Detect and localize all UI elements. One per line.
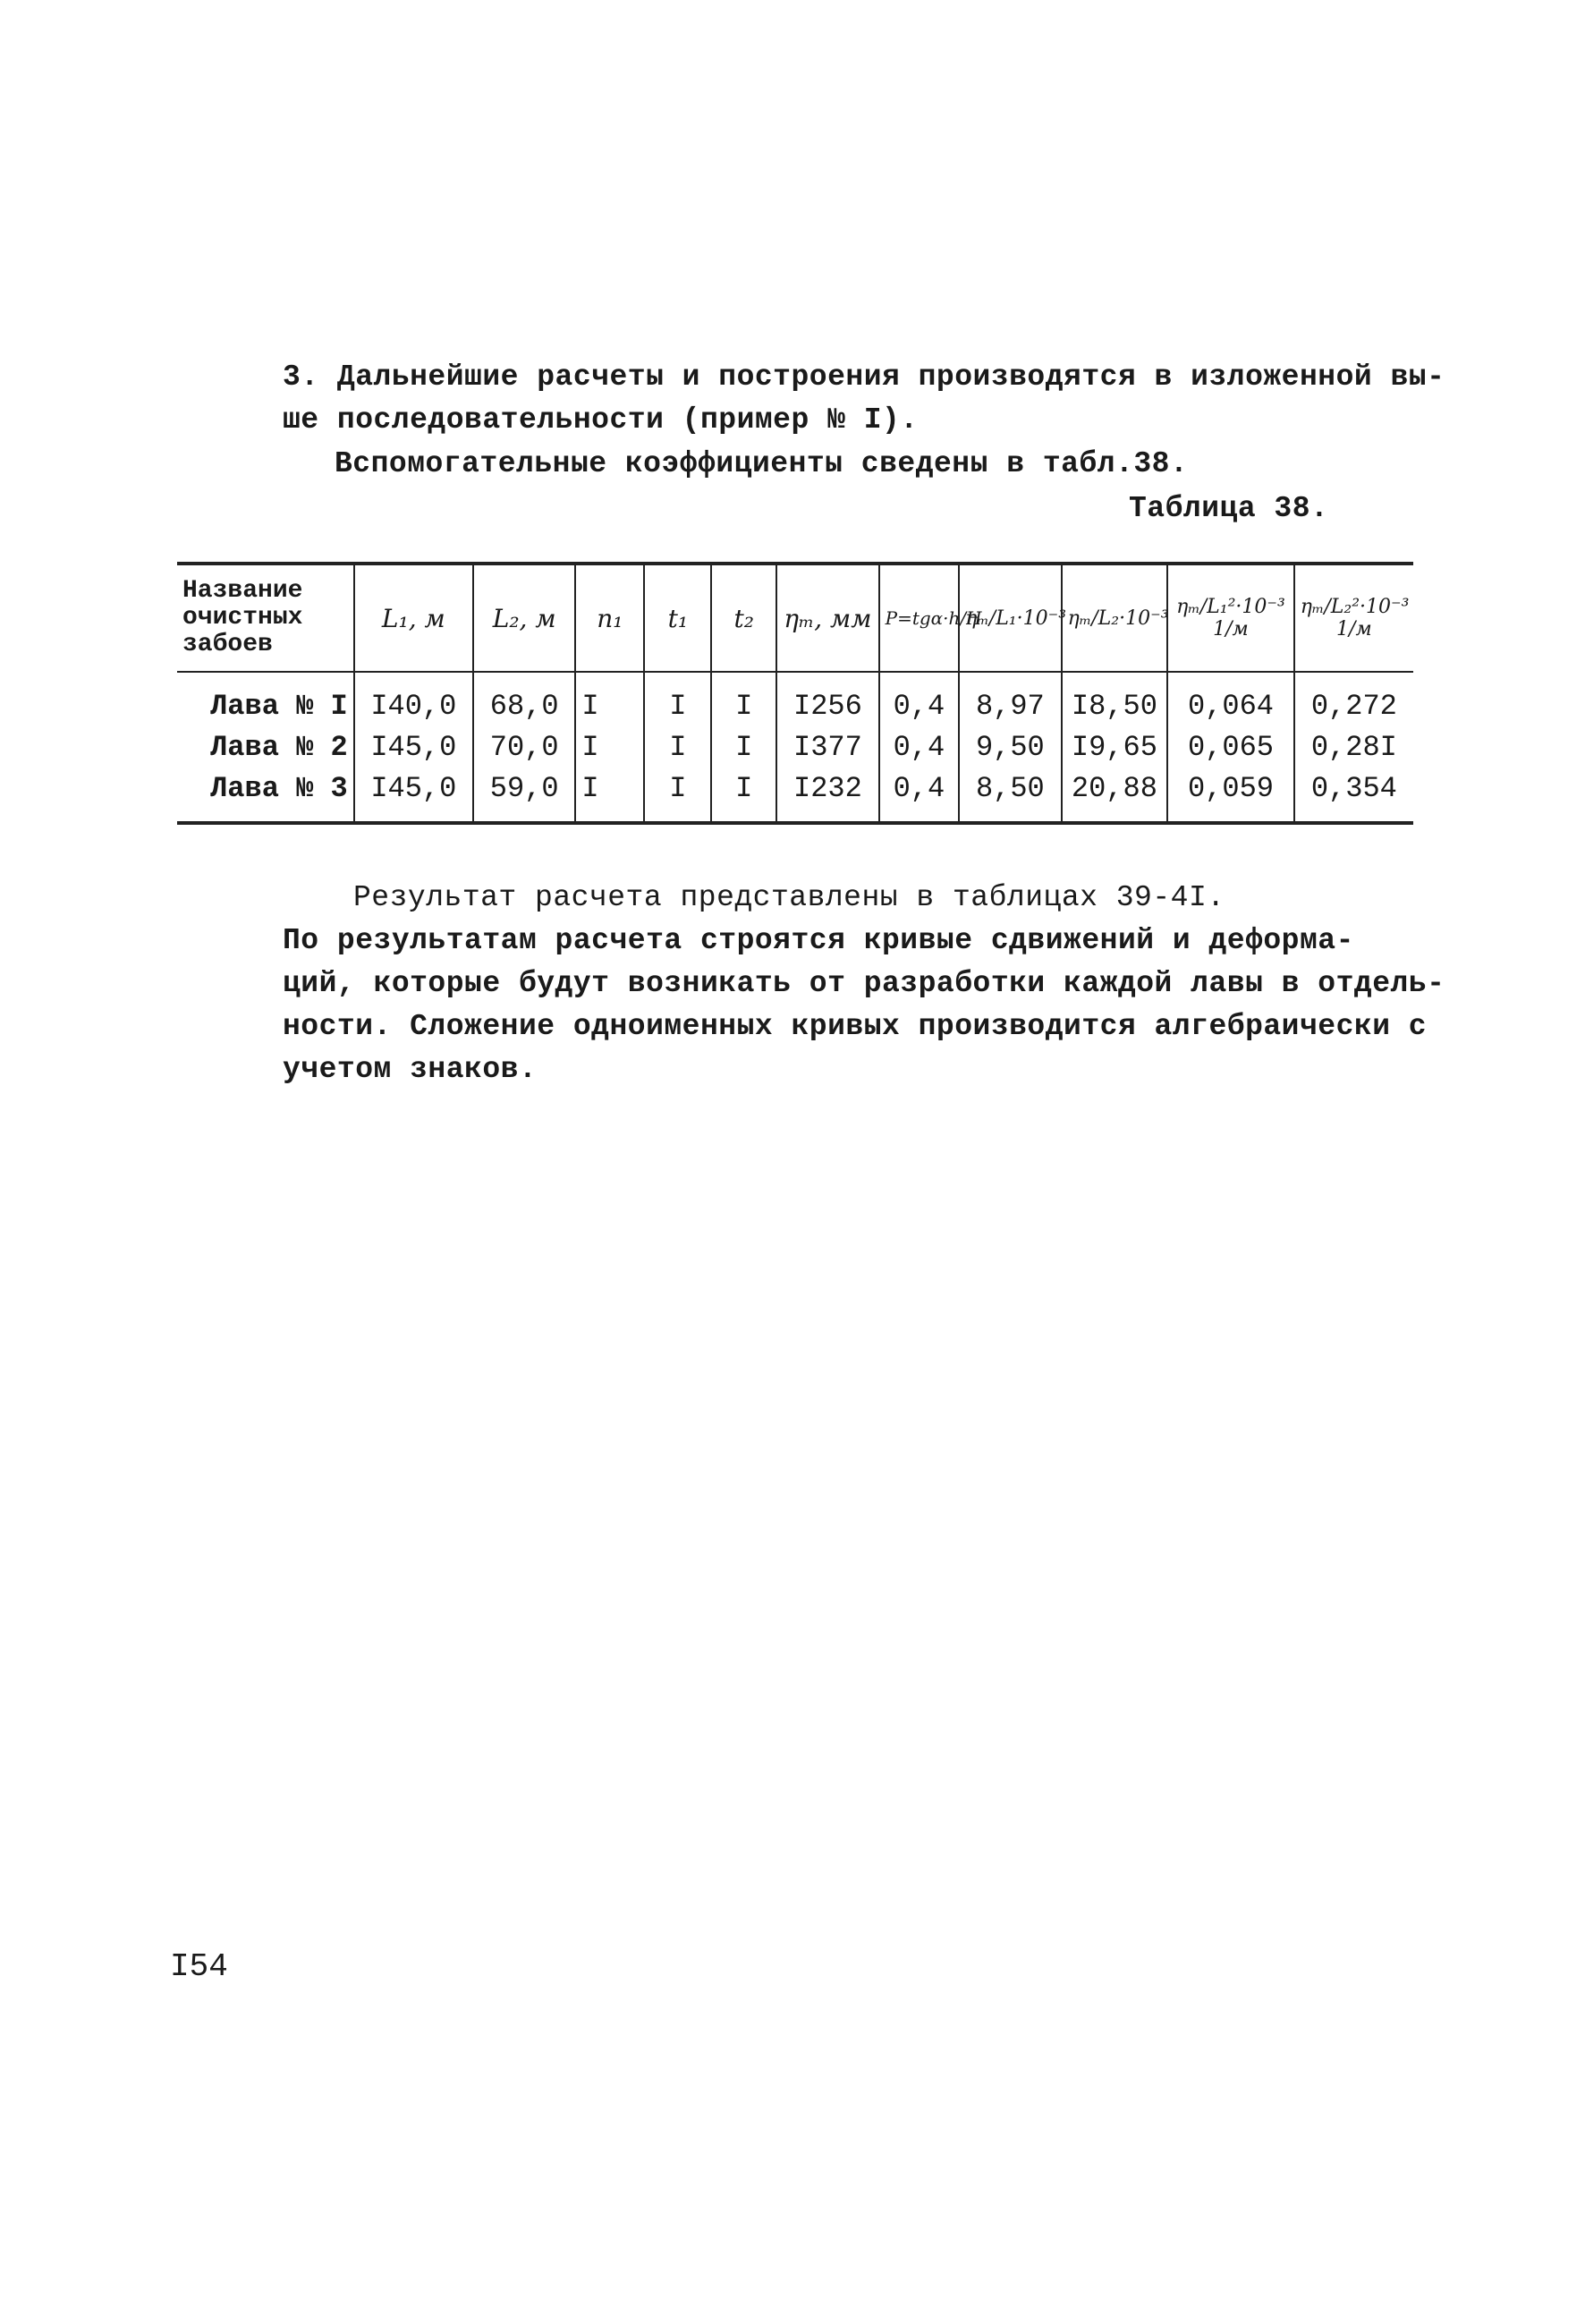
table-cell: I [575,672,644,726]
text-line: По результатам расчета строятся кривые сдвижений и деформа- [283,924,1354,957]
header-cell: n₁ [575,564,644,672]
table-cell: 0,059 [1167,768,1294,823]
table-cell: I232 [776,768,878,823]
table-cell: I8,50 [1062,672,1168,726]
table-cell: 0,354 [1294,768,1413,823]
header-cell: L₂, м [473,564,575,672]
table-cell: 0,4 [879,768,959,823]
table-cell: I [575,768,644,823]
header-cell: ηₘ/L₁·10⁻³ [959,564,1061,672]
text-line: ше последовательности (пример № I). [283,403,919,437]
table-caption: Таблица 38. [1129,492,1329,525]
table-cell: Лава № 2 [177,726,354,768]
table-cell: 0,28I [1294,726,1413,768]
table-cell: 59,0 [473,768,575,823]
table-cell: I [575,726,644,768]
table-cell: I45,0 [354,726,473,768]
header-cell: ηₘ/L₂²·10⁻³ 1/м [1294,564,1413,672]
header-cell: ηₘ, мм [776,564,878,672]
table-cell: 0,065 [1167,726,1294,768]
paragraph-results: Результат расчета представлены в таблицах 39-4I. [353,881,1225,914]
header-cell: Название очистных забоев [177,564,354,672]
table-cell: I [644,726,711,768]
table-cell: 8,50 [959,768,1061,823]
table-cell: I [711,726,776,768]
header-cell: ηₘ/L₁²·10⁻³ 1/м [1167,564,1294,672]
table-header-row [177,564,1413,672]
header-cell: L₁, м [354,564,473,672]
table-cell: I40,0 [354,672,473,726]
table-cell: 8,97 [959,672,1061,726]
table-cell: 0,4 [879,726,959,768]
table-row [177,768,1413,823]
table-row [177,726,1413,768]
text-line: учетом знаков. [283,1053,538,1086]
header-cell: t₂ [711,564,776,672]
table-row [177,672,1413,726]
table-cell: 9,50 [959,726,1061,768]
table-cell: I45,0 [354,768,473,823]
table-cell: I [711,768,776,823]
table-cell: Лава № 3 [177,768,354,823]
table-cell: I [711,672,776,726]
table-cell: 70,0 [473,726,575,768]
table-cell: 20,88 [1062,768,1168,823]
header-cell: ηₘ/L₂·10⁻³ [1062,564,1168,672]
table-cell: 0,4 [879,672,959,726]
paragraph-curves [283,920,1445,1091]
header-cell: t₁ [644,564,711,672]
table-cell: 68,0 [473,672,575,726]
table-cell: I256 [776,672,878,726]
text-line: ности. Сложение одноименных кривых производится алгебраически с [283,1010,1428,1043]
table-cell: Лава № I [177,672,354,726]
table-cell: I377 [776,726,878,768]
page-number: I54 [170,1948,228,1985]
text-line: 3. Дальнейшие расчеты и построения производятся в изложенной вы- [283,360,1445,394]
table-cell: I [644,672,711,726]
table-cell: I9,65 [1062,726,1168,768]
text-line: ций, которые будут возникать от разработки каждой лавы в отдель- [283,967,1445,1000]
table-cell: 0,272 [1294,672,1413,726]
coefficients-table [177,562,1413,825]
paragraph-calculation-intro [283,356,1445,442]
table-cell: 0,064 [1167,672,1294,726]
paragraph-coefficients: Вспомогательные коэффициенты сведены в табл.38. [335,447,1189,480]
header-cell: P=tgα·h/H [879,564,959,672]
table-cell: I [644,768,711,823]
